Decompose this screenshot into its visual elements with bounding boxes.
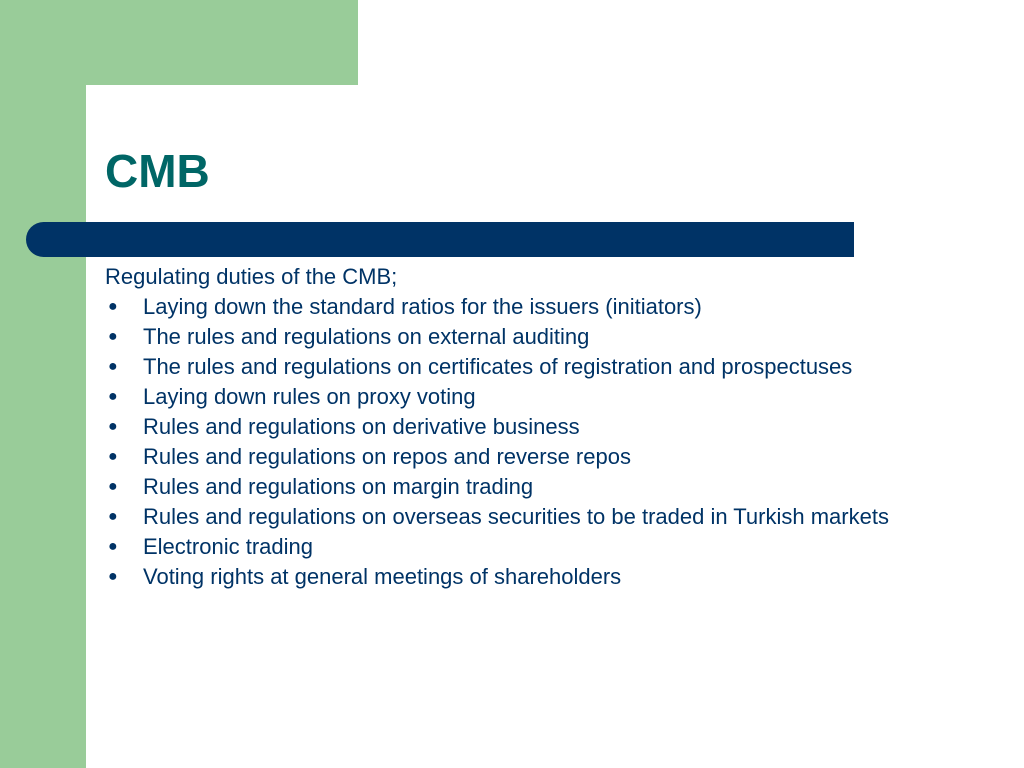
- bullet-dot-icon: ●: [108, 538, 118, 555]
- title-underline-bar: [26, 222, 854, 257]
- list-item: [105, 324, 965, 349]
- list-item-text: Rules and regulations on repos and reverse repos: [143, 444, 631, 469]
- list-item: [105, 474, 965, 499]
- list-item: [105, 294, 965, 319]
- bullet-dot-icon: ●: [108, 328, 118, 345]
- list-item-text: Voting rights at general meetings of shareholders: [143, 564, 622, 589]
- bullet-dot-icon: ●: [108, 418, 118, 435]
- bullet-dot-icon: ●: [108, 298, 118, 315]
- bullet-dot-icon: ●: [108, 508, 118, 525]
- bullet-list: [105, 294, 965, 589]
- list-item-text: The rules and regulations on external auditing: [143, 324, 590, 349]
- list-item-text: Laying down rules on proxy voting: [143, 384, 476, 409]
- list-item: [105, 564, 965, 589]
- bullet-dot-icon: ●: [108, 358, 118, 375]
- list-item: [105, 504, 965, 529]
- list-item-text: Rules and regulations on derivative business: [143, 414, 580, 439]
- list-item-text: Electronic trading: [143, 534, 313, 559]
- list-item-text: Rules and regulations on overseas securities to be traded in Turkish markets: [143, 504, 889, 529]
- bullet-dot-icon: ●: [108, 478, 118, 495]
- intro-text: Regulating duties of the CMB;: [105, 264, 398, 289]
- slide-title: CMB: [105, 145, 210, 197]
- list-item: [105, 384, 965, 409]
- list-item: [105, 444, 965, 469]
- list-item-text: The rules and regulations on certificates of registration and prospectuses: [143, 354, 853, 379]
- list-item: [105, 354, 965, 379]
- list-item: [105, 534, 965, 559]
- bullet-dot-icon: ●: [108, 448, 118, 465]
- decorative-green-strip: [0, 0, 86, 768]
- slide-body: [105, 264, 965, 594]
- list-item: [105, 414, 965, 439]
- bullet-dot-icon: ●: [108, 568, 118, 585]
- list-item-text: Rules and regulations on margin trading: [143, 474, 534, 499]
- list-item-text: Laying down the standard ratios for the issuers (initiators): [143, 294, 702, 319]
- bullet-dot-icon: ●: [108, 388, 118, 405]
